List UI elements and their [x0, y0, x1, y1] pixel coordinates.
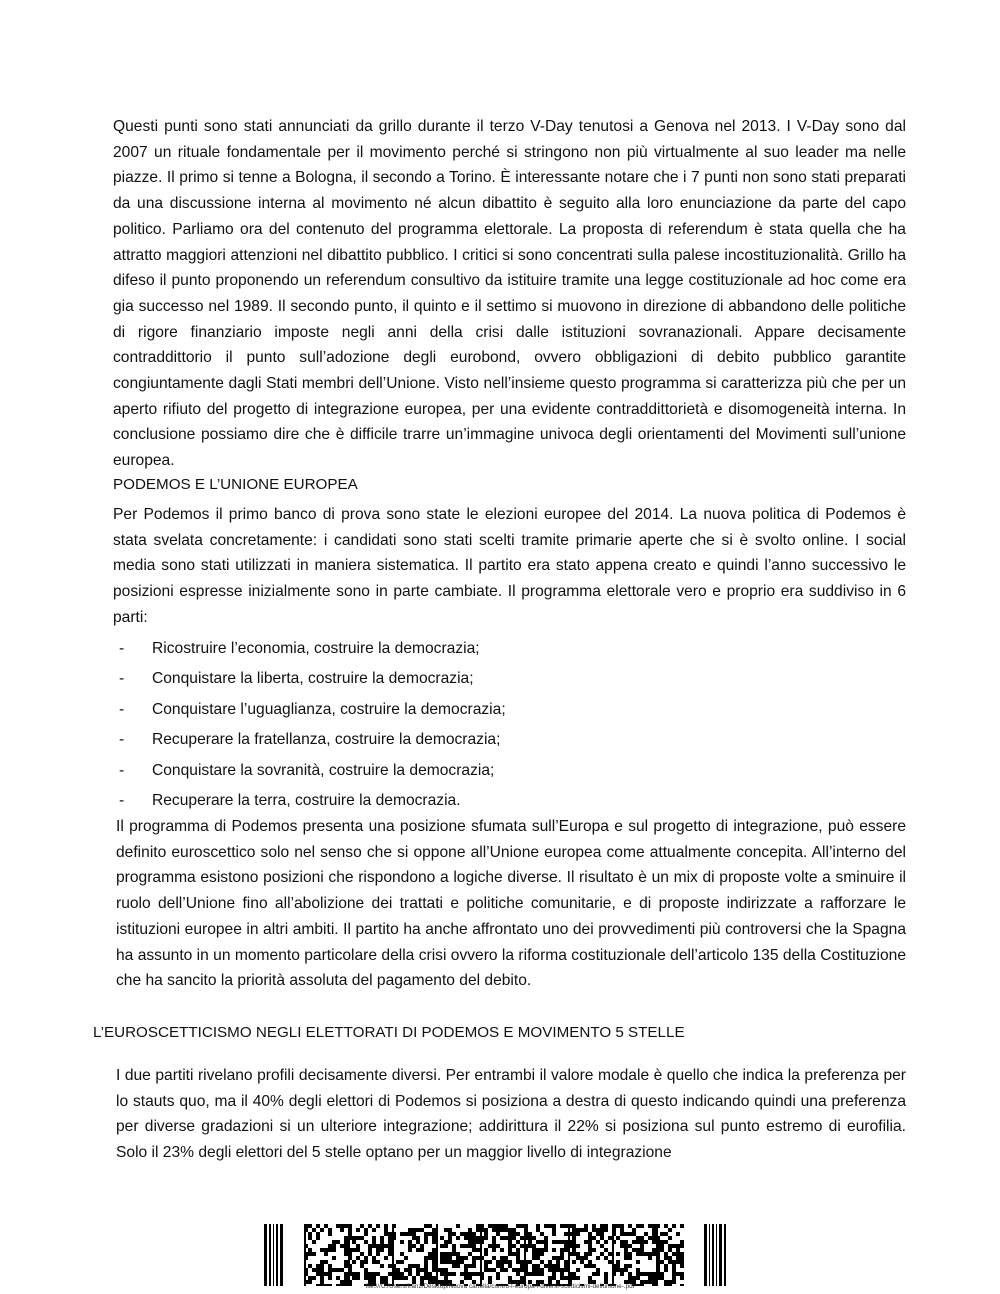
paragraph-2: Per Podemos il primo banco di prova sono state le elezioni europee del 2014. La nuova politica di Podemos è stata svelata concretamente: i candidati sono stati scelti tramite primarie aperte che si è svolto online. I social media sono stati utilizzati in maniera sistematica. Il partito era stato appena creato e quindi l’anno successivo le posizioni espresse inizialmente sono in parte cambiate. Il programma elettorale vero e proprio era suddiviso in 6 parti:: [113, 506, 906, 626]
list-dash: -: [119, 791, 125, 809]
list-dash: -: [119, 761, 125, 779]
list-item-label: Conquistare l’uguaglianza, costruire la democrazia;: [152, 700, 506, 718]
list-dash: -: [119, 640, 125, 657]
section-heading-euroscepticism: L’EUROSCETTICISMO NEGLI ELETTORATI DI PODEMOS E MOVIMENTO 5 STELLE: [93, 1024, 685, 1041]
paragraph-4: I due partiti rivelano profili decisamente diversi. Per entrambi il valore modale è quello che indica la preferenza per lo stauts quo, ma il 40% degli elettori di Podemos si posiziona a destra di questo indicando quindi una preferenza per diverse gradazioni si un ulteriore integrazione; addirittura il 22% si posiziona sul punto estremo di eurofilia. Solo il 23% degli elettori del 5 stelle optano per un maggior livello di integrazione: [116, 1067, 906, 1162]
list-item-label: Ricostruire l’economia, costruire la democrazia;: [152, 640, 480, 657]
barcode-graphic: [264, 1224, 728, 1286]
list-dash: -: [119, 700, 125, 718]
list-dash: -: [119, 731, 125, 749]
list-item-label: Conquistare la liberta, costruire la democrazia;: [152, 670, 474, 688]
list-item-label: Recuperare la fratellanza, costruire la democrazia;: [152, 731, 501, 749]
paragraph-3: Il programma di Podemos presenta una posizione sfumata sull’Europa e sul progetto di integrazione, può essere definito euroscettico solo nel senso che si oppone all’Unione europea come attualmente concepita. All’interno del programma esistono posizioni che rispondono a logiche diverse. Il risultato è un mix di proposte volte a sminuire il ruolo dell’Unione fino all’abolizione dei trattati e politiche comunitarie, e di proposte indirizzate a rafforzare le istituzioni europee in altri ambiti. Il partito ha anche affrontato uno dei provvedimenti più controversi che la Spagna ha assunto in un momento particolare della crisi ovvero la riforma costituzionale dell’articolo 135 della Costituzione che ha sancito la priorità assoluta del pagamento del debito.: [116, 818, 906, 990]
footer-file-path: file:///C:/Users/franz/Desktop/Nuova cartella/contro-l-europa-i-diversi-scetticismi-dellunione-.pdf: [365, 1283, 635, 1290]
list-item-label: Conquistare la sovranità, costruire la democrazia;: [152, 761, 495, 779]
list-dash: -: [119, 670, 125, 688]
section-heading-podemos: PODEMOS E L’UNIONE EUROPEA: [113, 476, 358, 493]
paragraph-1: Questi punti sono stati annunciati da grillo durante il terzo V-Day tenutosi a Genova nel 2013. I V-Day sono dal 2007 un rituale fondamentale per il movimento perché si stringono non più virtualmente al suo leader ma nelle piazze. Il primo si tenne a Bologna, il secondo a Torino. È interessante notare che i 7 punti non sono stati preparati da una discussione interna al movimento né alcun dibattito è seguito alla loro enunciazione da parte del capo politico. Parliamo ora del contenuto del programma elettorale. La proposta di referendum è stata quella che ha attratto maggiori attenzioni nel dibattito pubblico. I critici si sono concentrati sulla palese incostituzionalità. Grillo ha difeso il punto proponendo un referendum consultivo da istituire tramite una legge costituzionale ad hoc come era gia successo nel 1989. Il secondo punto, il quinto e il settimo si muovono in direzione di abbandono delle politiche di rigore finanziario imposte negli anni della crisi dalle istituzioni sovranazionali. Appare decisamente contraddittorio il punto sull’adozione degli eurobond, ovvero obbligazioni di debito pubblico garantite congiuntamente dagli Stati membri dell’Unione. Visto nell’insieme questo programma si caratterizza più che per un aperto rifiuto del progetto di integrazione europea, per una evidente contraddittorietà e disomogeneità interna. In conclusione possiamo dire che è difficile trarre un’immagine univoca degli orientamenti del Movimenti sull’unione europea.: [113, 118, 906, 470]
list-item-label: Recuperare la terra, costruire la democrazia.: [152, 791, 461, 809]
